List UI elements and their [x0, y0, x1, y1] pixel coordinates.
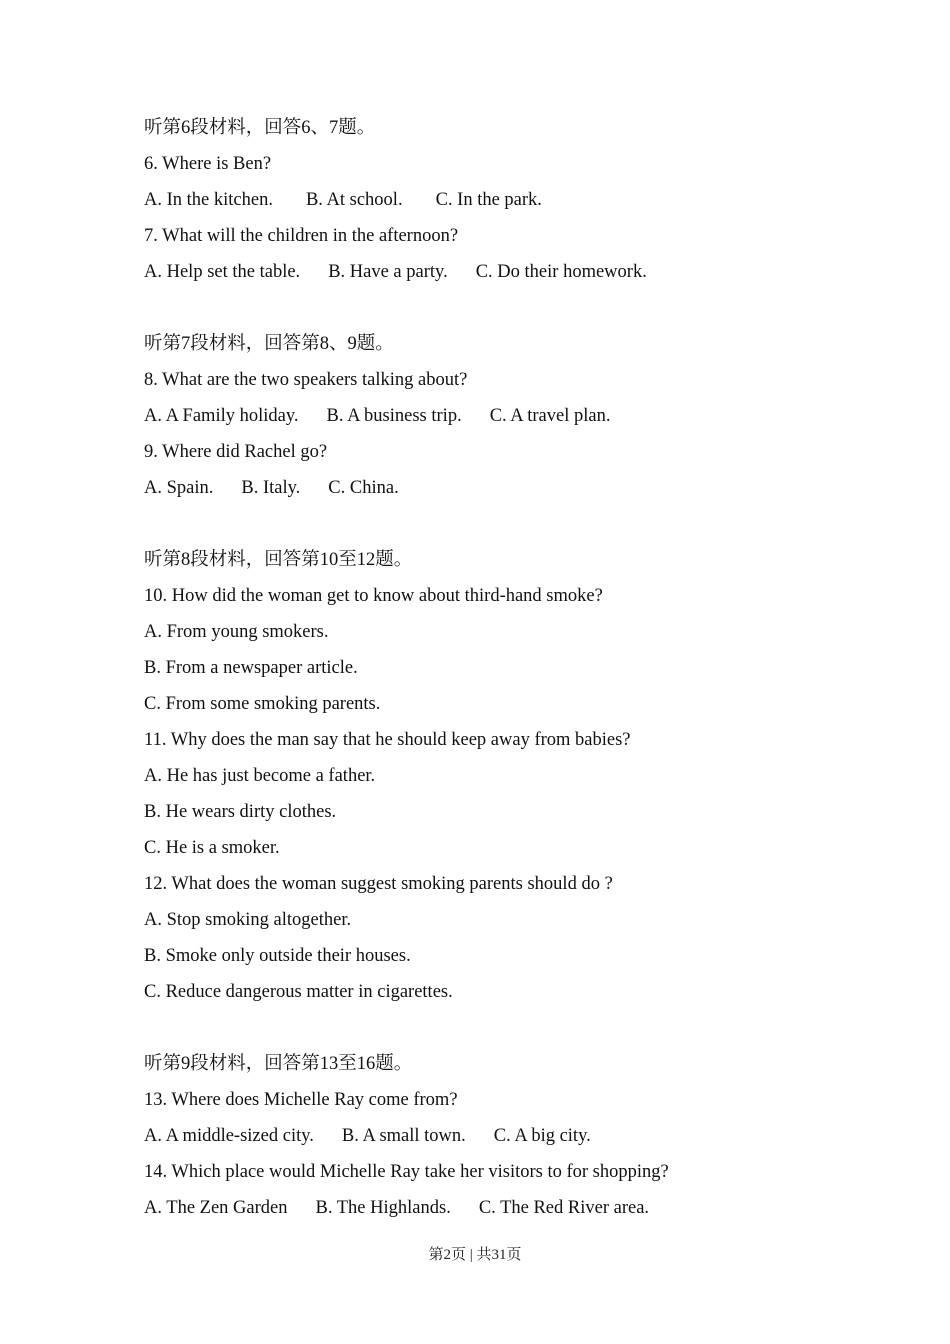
option-row	[144, 470, 824, 506]
section-spacer	[144, 506, 824, 542]
section-heading: 听第7段材料，回答第8、9题。	[144, 334, 394, 354]
option-c: C. The Red River area.	[478, 1198, 650, 1218]
question-text: 13. Where does Michelle Ray come from?	[144, 1090, 458, 1110]
question-text: 6. Where is Ben?	[144, 154, 272, 174]
question-text: 7. What will the children in the afternoon?	[144, 226, 459, 246]
option-c: C. From some smoking parents.	[144, 694, 381, 714]
option-a: A. Spain.	[144, 478, 214, 498]
option-row	[144, 1190, 824, 1226]
question-text: 9. Where did Rachel go?	[144, 442, 328, 462]
question-text: 10. How did the woman get to know about third-hand smoke?	[144, 586, 603, 606]
option-b: B. Have a party.	[328, 262, 448, 282]
option-c: C. In the park.	[435, 190, 542, 210]
option-b: B. Smoke only outside their houses.	[144, 946, 411, 966]
section-spacer	[144, 290, 824, 326]
option-c: C. A big city.	[493, 1126, 591, 1146]
option-row	[144, 254, 824, 290]
option-b: B. A business trip.	[326, 406, 462, 426]
option-c: C. He is a smoker.	[144, 838, 280, 858]
option-row	[144, 398, 824, 434]
option-a: A. From young smokers.	[144, 622, 329, 642]
option-b: B. From a newspaper article.	[144, 658, 358, 678]
option-a: A. He has just become a father.	[144, 766, 376, 786]
option-a: A. In the kitchen.	[144, 190, 273, 210]
question-text: 14. Which place would Michelle Ray take her visitors to for shopping?	[144, 1162, 669, 1182]
section-heading: 听第9段材料，回答第13至16题。	[144, 1054, 413, 1074]
question-text: 8. What are the two speakers talking about?	[144, 370, 468, 390]
option-c: C. Do their homework.	[475, 262, 647, 282]
option-row	[144, 1118, 824, 1154]
question-text: 11. Why does the man say that he should keep away from babies?	[144, 730, 631, 750]
section-heading: 听第8段材料，回答第10至12题。	[144, 550, 413, 570]
option-c: C. China.	[328, 478, 399, 498]
option-b: B. Italy.	[241, 478, 301, 498]
option-b: B. He wears dirty clothes.	[144, 802, 337, 822]
question-text: 12. What does the woman suggest smoking parents should do ?	[144, 874, 613, 894]
option-row	[144, 182, 824, 218]
option-a: A. Help set the table.	[144, 262, 301, 282]
option-a: A. Stop smoking altogether.	[144, 910, 352, 930]
document-content	[144, 110, 824, 1226]
option-a: A. The Zen Garden	[144, 1198, 288, 1218]
option-c: C. A travel plan.	[489, 406, 611, 426]
option-b: B. At school.	[305, 190, 403, 210]
option-b: B. The Highlands.	[315, 1198, 451, 1218]
option-a: A. A middle-sized city.	[144, 1126, 314, 1146]
section-heading: 听第6段材料，回答6、7题。	[144, 118, 376, 138]
option-b: B. A small town.	[341, 1126, 466, 1146]
page-footer: 第2页 | 共31页	[428, 1247, 522, 1263]
section-spacer	[144, 1010, 824, 1046]
option-a: A. A Family holiday.	[144, 406, 299, 426]
option-c: C. Reduce dangerous matter in cigarettes.	[144, 982, 453, 1002]
